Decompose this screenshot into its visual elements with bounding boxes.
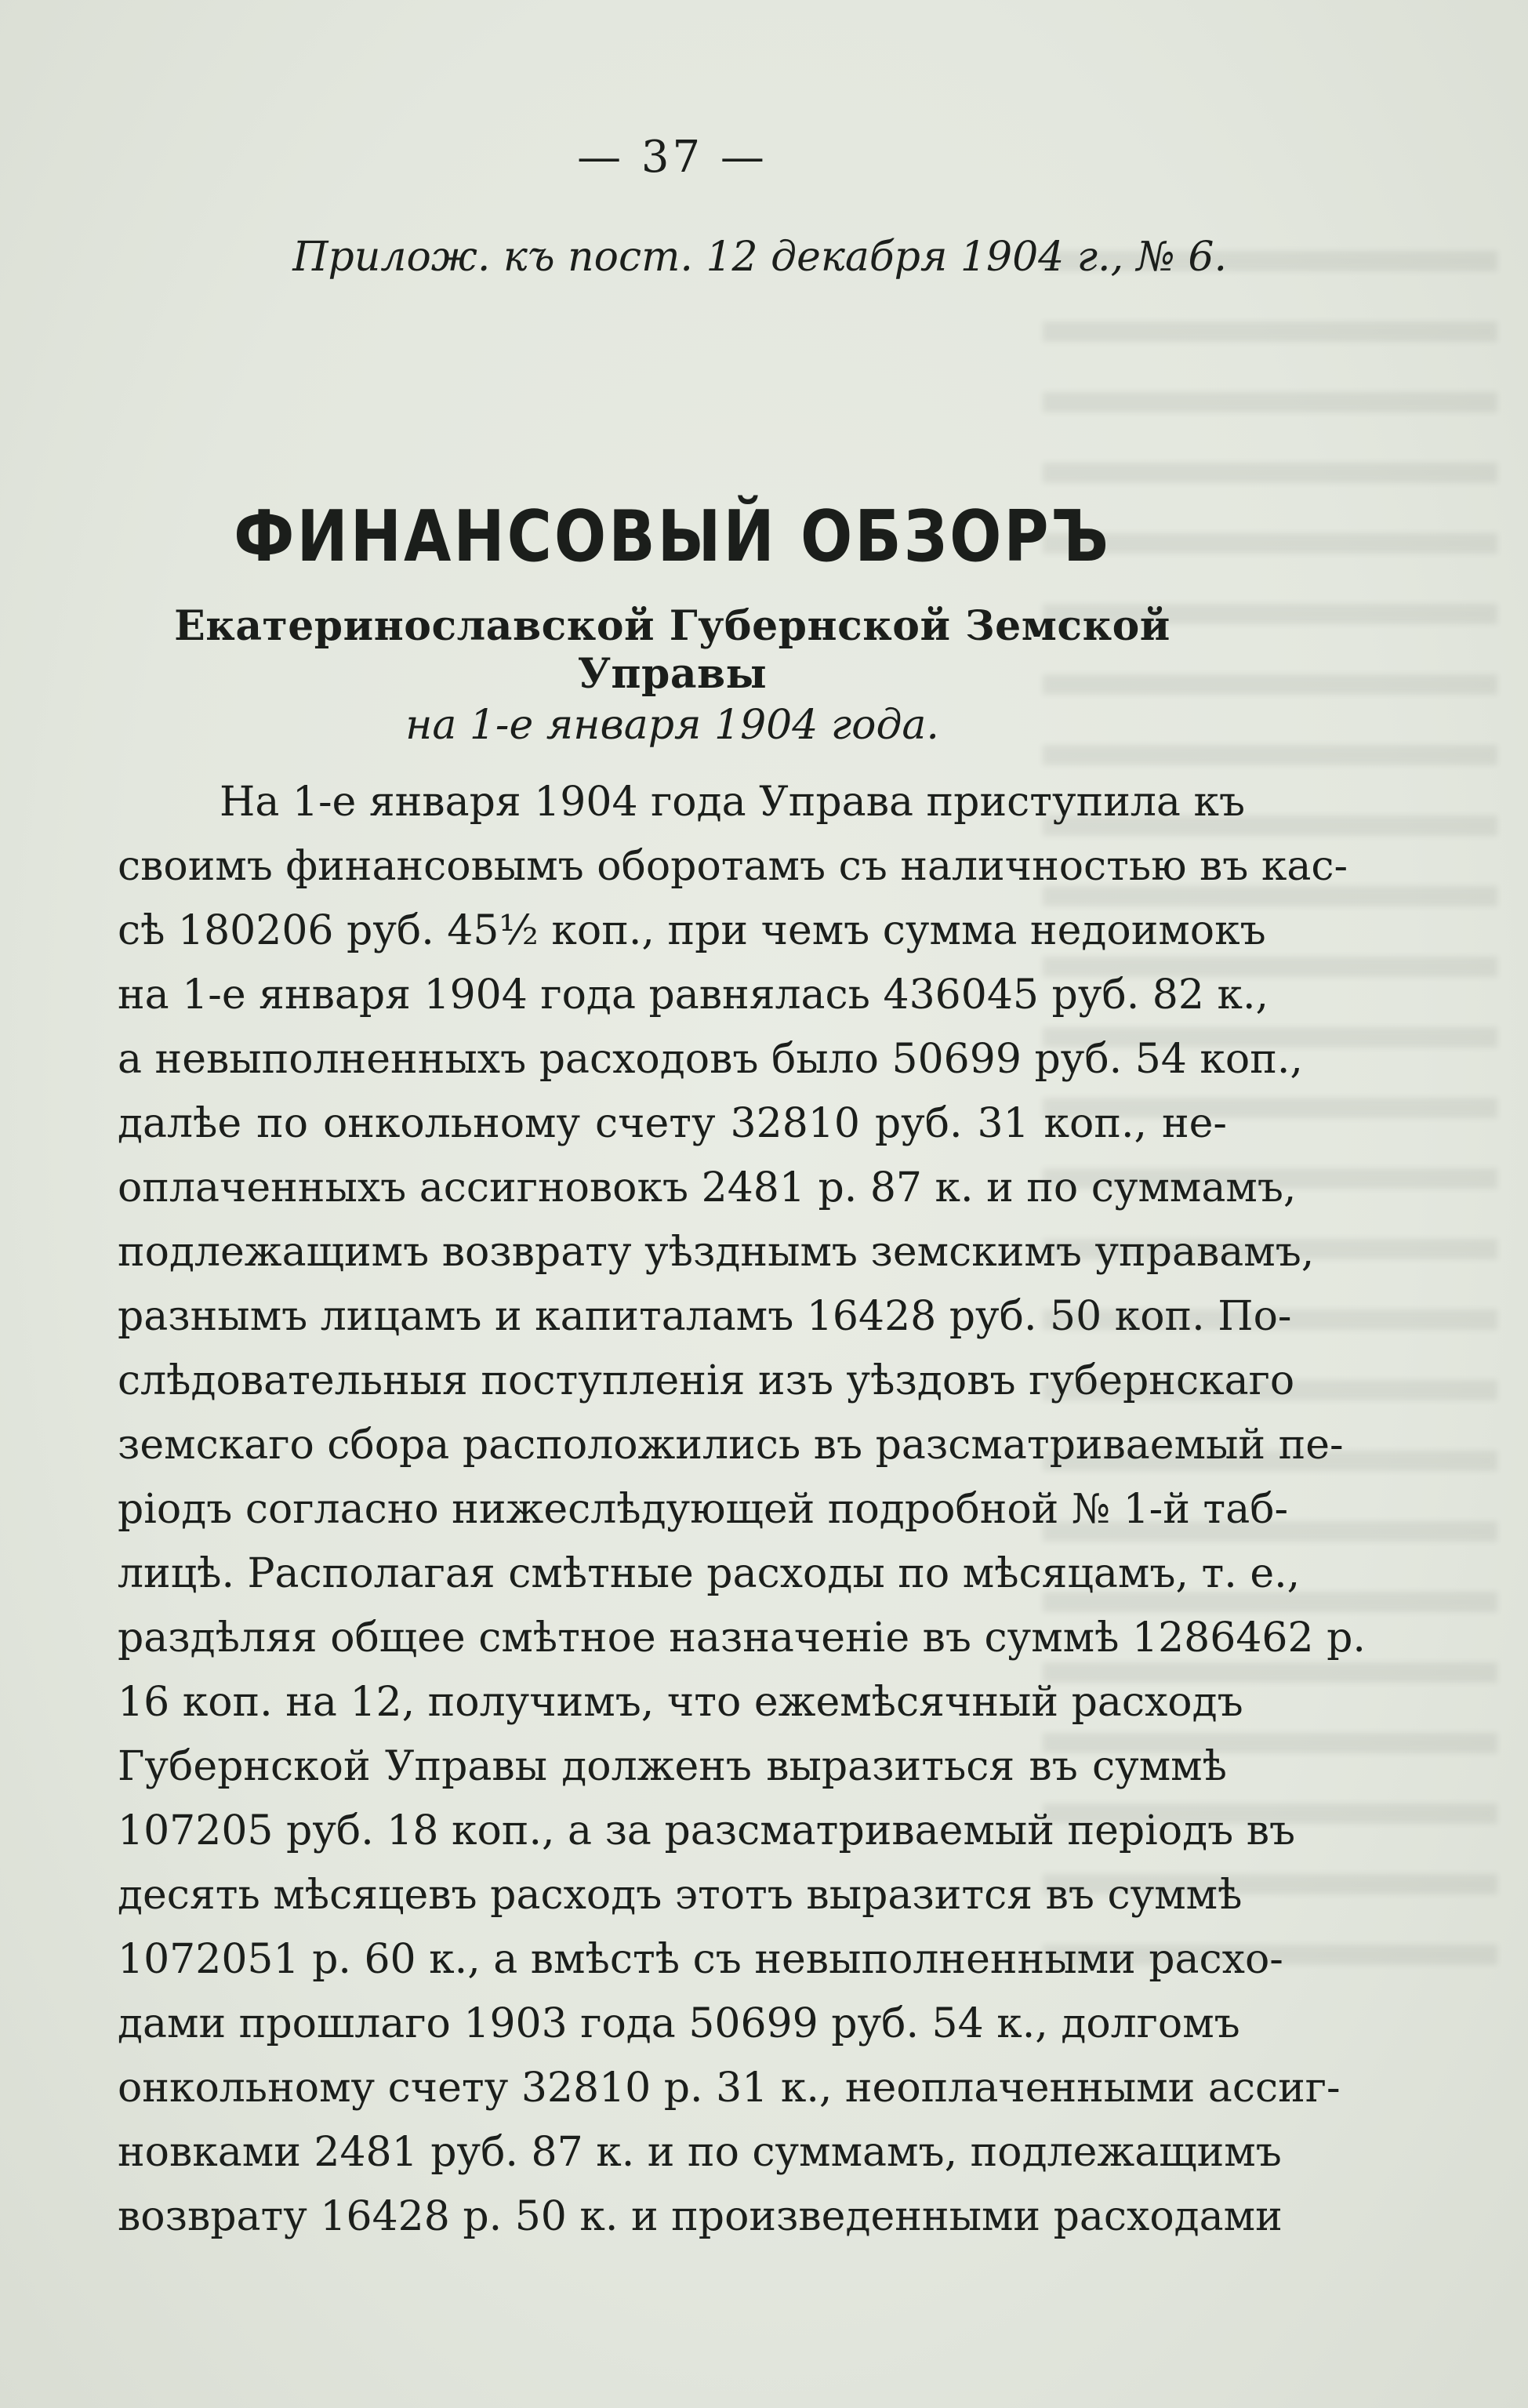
body-line: раздѣляя общее смѣтное назначеніе въ суммѣ 1286462 р. — [118, 1614, 1366, 1662]
page-number: — 37 — — [577, 132, 768, 183]
body-line: на 1-е января 1904 года равнялась 436045 руб. 82 к., — [118, 972, 1269, 1019]
body-line: дами прошлаго 1903 года 50699 руб. 54 к., долгомъ — [118, 2000, 1240, 2047]
body-line: подлежащимъ возврату уѣзднымъ земскимъ управамъ, — [118, 1229, 1315, 1276]
document-title: ФИНАНСОВЫЙ ОБЗОРЪ — [234, 496, 1111, 578]
body-line: а невыполненныхъ расходовъ было 50699 руб. 54 коп., — [118, 1036, 1303, 1083]
body-line: На 1-е января 1904 года Управа приступила къ — [220, 779, 1246, 826]
body-line: возврату 16428 р. 50 к. и произведенными расходами — [118, 2193, 1283, 2240]
appendix-note: Прилож. къ пост. 12 декабря 1904 г., № 6. — [292, 234, 1227, 281]
body-line: новками 2481 руб. 87 к. и по суммамъ, подлежащимъ — [118, 2129, 1282, 2176]
body-line: далѣе по онкольному счету 32810 руб. 31 коп., не- — [118, 1100, 1227, 1147]
body-line: Губернской Управы долженъ выразиться въ суммѣ — [118, 1743, 1227, 1790]
body-line: онкольному счету 32810 р. 31 к., неоплаченными ассиг- — [118, 2065, 1341, 2112]
body-line: ріодъ согласно нижеслѣдующей подробной № 1-й таб- — [118, 1486, 1289, 1533]
body-paragraph — [118, 770, 1366, 2249]
body-line: десять мѣсяцевъ расходъ этотъ выразится въ суммѣ — [118, 1872, 1243, 1919]
body-line: слѣдовательныя поступленія изъ уѣздовъ губернскаго — [118, 1357, 1295, 1404]
document-subtitle: Екатеринославской Губернской Земской Управы — [174, 602, 1170, 698]
body-line: лицѣ. Располагая смѣтные расходы по мѣсяцамъ, т. е., — [118, 1550, 1301, 1597]
body-line: 16 коп. на 12, получимъ, что ежемѣсячный расходъ — [118, 1679, 1243, 1726]
body-line: 107205 руб. 18 коп., а за разсматриваемый періодъ въ — [118, 1807, 1296, 1854]
body-line: разнымъ лицамъ и капиталамъ 16428 руб. 50 коп. По- — [118, 1293, 1292, 1340]
body-line: 1072051 р. 60 к., а вмѣстѣ съ невыполненными расхо- — [118, 1936, 1283, 1983]
document-date: на 1-е января 1904 года. — [405, 702, 939, 749]
body-line: сѣ 180206 руб. 45½ коп., при чемъ сумма недоимокъ — [118, 907, 1266, 954]
body-line: оплаченныхъ ассигновокъ 2481 р. 87 к. и по суммамъ, — [118, 1164, 1297, 1211]
body-line: земскаго сбора расположились въ разсматриваемый пе- — [118, 1422, 1344, 1469]
body-line: своимъ финансовымъ оборотамъ съ наличностью въ кас- — [118, 843, 1348, 890]
